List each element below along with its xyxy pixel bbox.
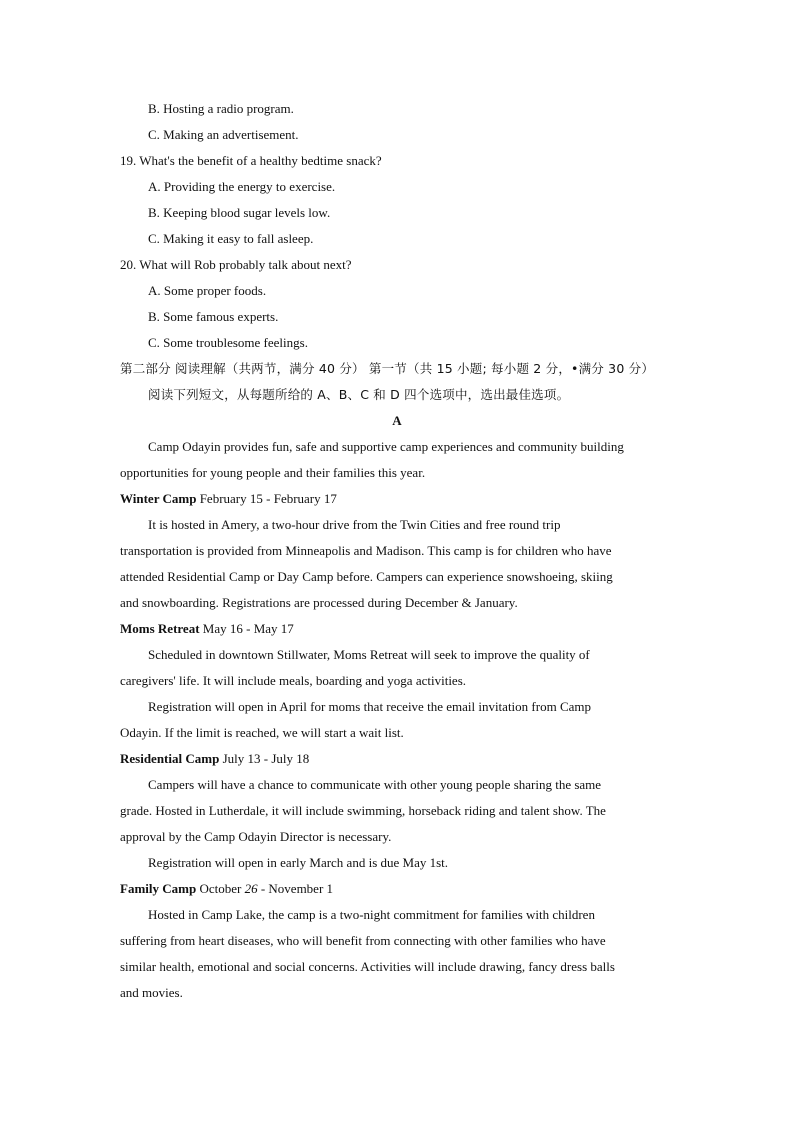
q20-option-a: A. Some proper foods. xyxy=(148,283,267,298)
winter-camp-dates: February 15 - February 17 xyxy=(196,491,337,506)
residential-line-4: Registration will open in early March and is due May 1st. xyxy=(148,855,449,870)
family-line-2: suffering from heart diseases, who will benefit from connecting with other families who have xyxy=(120,933,606,948)
family-line-1: Hosted in Camp Lake, the camp is a two-night commitment for families with children xyxy=(148,907,595,922)
winter-line-2: transportation is provided from Minneapolis and Madison. This camp is for children who have xyxy=(120,543,612,558)
residential-line-2: grade. Hosted in Lutherdale, it will include swimming, horseback riding and talent show. The xyxy=(120,803,606,818)
q20-stem: 20. What will Rob probably talk about next? xyxy=(120,257,352,272)
winter-line-4: and snowboarding. Registrations are processed during December & January. xyxy=(120,595,518,610)
winter-line-3: attended Residential Camp or Day Camp before. Campers can experience snowshoeing, skiing xyxy=(120,569,613,584)
moms-retreat-title: Moms Retreat xyxy=(120,621,200,636)
moms-line-4: Odayin. If the limit is reached, we will start a wait list. xyxy=(120,725,404,740)
q19-option-c: C. Making it easy to fall asleep. xyxy=(148,231,314,246)
family-camp-dates-post: - November 1 xyxy=(257,881,334,896)
q20-option-c: C. Some troublesome feelings. xyxy=(148,335,308,350)
family-camp-dates-pre: October xyxy=(196,881,245,896)
residential-camp-dates: July 13 - July 18 xyxy=(219,751,310,766)
family-camp-heading xyxy=(120,881,680,897)
passage-label: A xyxy=(392,413,402,428)
section-header: 第二部分 阅读理解（共两节，满分 40 分） 第一节（共 15 小题; 每小题 2 分，•满分 30 分） xyxy=(120,361,655,376)
family-camp-dates-day: 26 xyxy=(244,881,258,896)
q20-option-b: B. Some famous experts. xyxy=(148,309,279,324)
family-line-4: and movies. xyxy=(120,985,183,1000)
intro-line-2: opportunities for young people and their families this year. xyxy=(120,465,426,480)
section-instruction: 阅读下列短文，从每题所给的 A、B、C 和 D 四个选项中，选出最佳选项。 xyxy=(148,387,570,402)
residential-camp-heading xyxy=(120,751,680,767)
residential-camp-title: Residential Camp xyxy=(120,751,220,766)
winter-line-1: It is hosted in Amery, a two-hour drive from the Twin Cities and free round trip xyxy=(148,517,561,532)
intro-line-1: Camp Odayin provides fun, safe and supportive camp experiences and community building xyxy=(148,439,624,454)
q19-option-a: A. Providing the energy to exercise. xyxy=(148,179,336,194)
q19-option-b: B. Keeping blood sugar levels low. xyxy=(148,205,331,220)
winter-camp-heading xyxy=(120,491,680,507)
residential-line-3: approval by the Camp Odayin Director is necessary. xyxy=(120,829,392,844)
moms-retreat-dates: May 16 - May 17 xyxy=(199,621,294,636)
family-camp-title: Family Camp xyxy=(120,881,197,896)
moms-line-2: caregivers' life. It will include meals, boarding and yoga activities. xyxy=(120,673,467,688)
moms-line-1: Scheduled in downtown Stillwater, Moms Retreat will seek to improve the quality of xyxy=(148,647,590,662)
moms-line-3: Registration will open in April for moms that receive the email invitation from Camp xyxy=(148,699,591,714)
q19-stem: 19. What's the benefit of a healthy bedtime snack? xyxy=(120,153,382,168)
family-line-3: similar health, emotional and social concerns. Activities will include drawing, fancy dress balls xyxy=(120,959,615,974)
winter-camp-title: Winter Camp xyxy=(120,491,197,506)
q18-option-b: B. Hosting a radio program. xyxy=(148,101,294,116)
residential-line-1: Campers will have a chance to communicate with other young people sharing the same xyxy=(148,777,602,792)
moms-retreat-heading xyxy=(120,621,680,637)
q18-option-c: C. Making an advertisement. xyxy=(148,127,299,142)
